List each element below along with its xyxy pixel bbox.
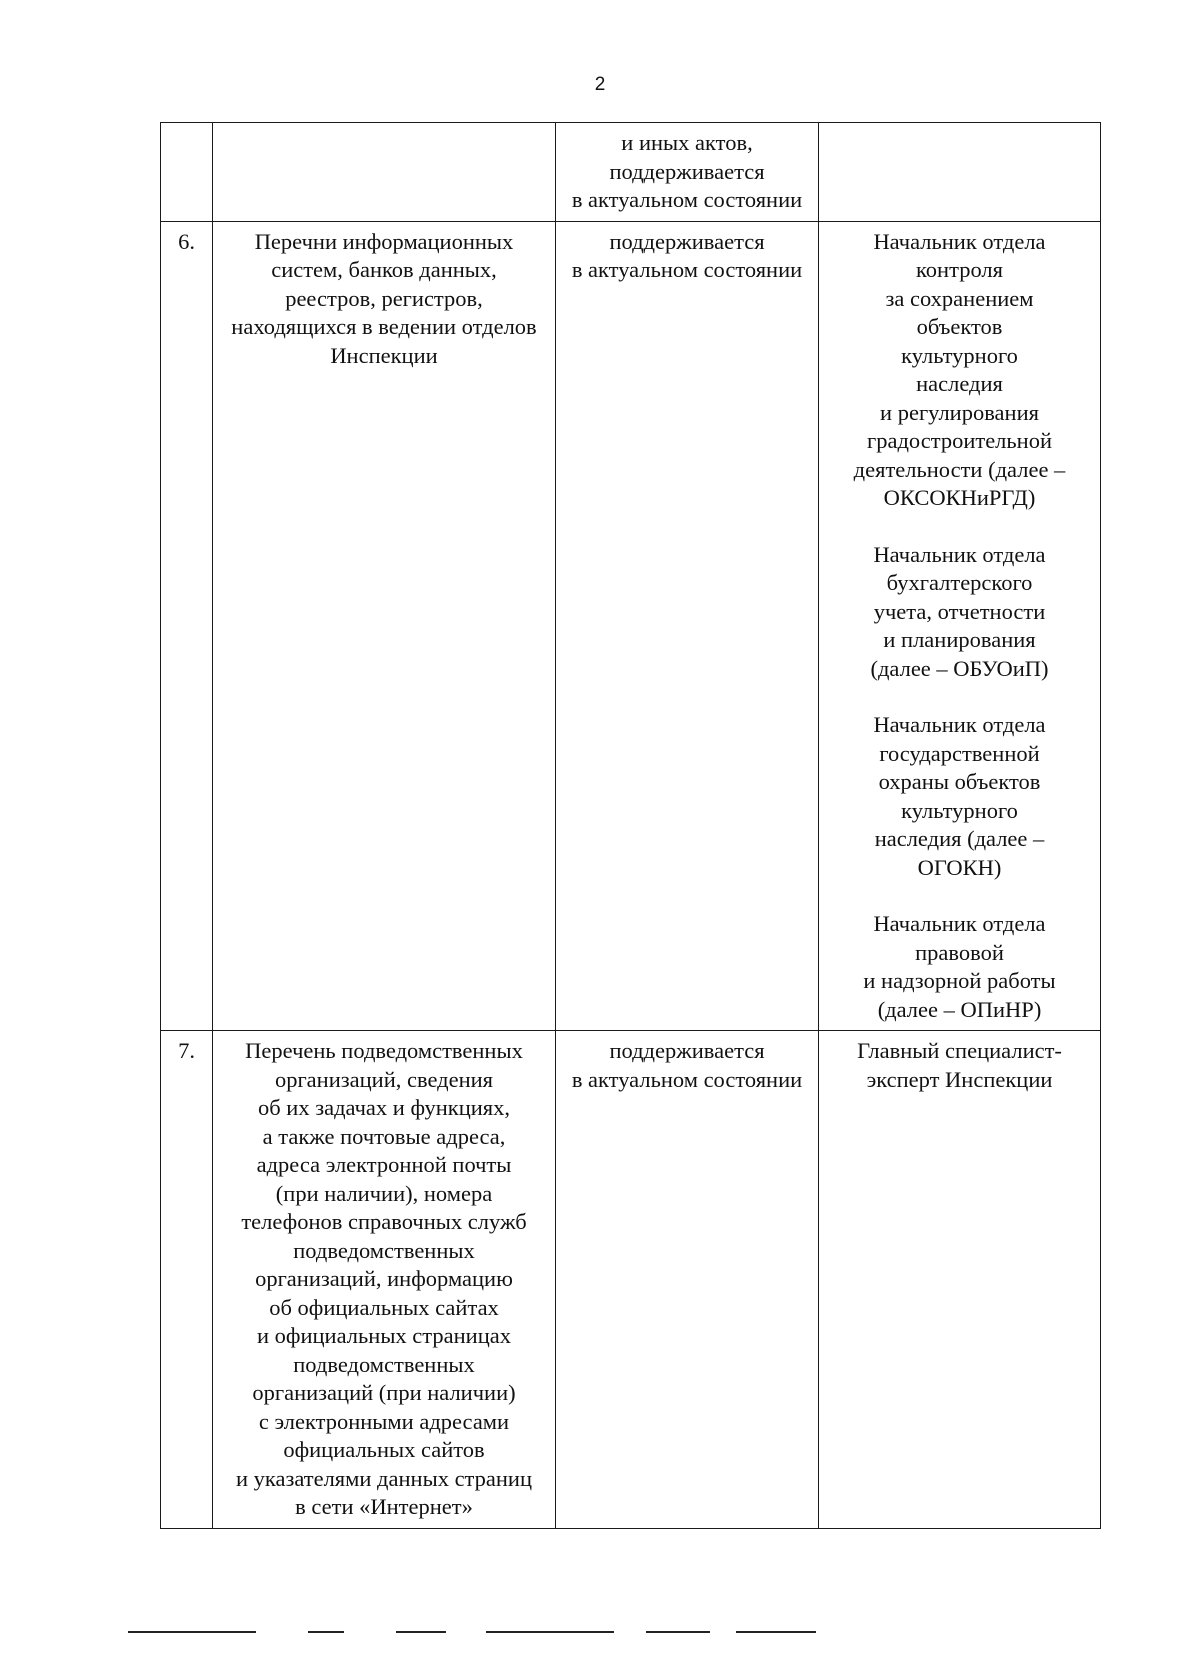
item-name-cell-line: Инспекции [330, 342, 438, 368]
item-name-cell-line: организаций, сведения [274, 1066, 494, 1092]
item-name-cell-line: Перечни информационных [254, 228, 514, 254]
status-cell-line: и иных актов, [621, 130, 753, 155]
table-row [161, 1031, 1101, 1529]
item-name-cell [213, 1031, 556, 1529]
responsible-line: и надзорной работы [863, 968, 1056, 993]
responsible-line: контроля [916, 257, 1003, 282]
table-row [161, 123, 1101, 222]
table-row [161, 221, 1101, 1031]
item-name-cell-line: реестров, регистров, [285, 285, 483, 311]
responsible-line: Начальник отдела [873, 911, 1046, 936]
item-name-cell-line: телефонов справочных служб [241, 1209, 527, 1234]
status-cell [556, 221, 819, 1031]
responsible-line: градостроительной [867, 428, 1052, 453]
item-name-cell-line: официальных сайтов [283, 1437, 485, 1462]
responsible-line: за сохранением [885, 285, 1034, 311]
item-name-cell-line: Перечень подведомственных [245, 1038, 523, 1063]
responsible-line: Начальник отдела [873, 228, 1046, 254]
row-number-cell: 7. [161, 1031, 213, 1529]
responsible-line: эксперт Инспекции [866, 1066, 1053, 1092]
responsible-line: объектов [916, 314, 1003, 339]
footer-rule-marks [128, 1631, 888, 1635]
responsible-person-block [821, 228, 1098, 513]
item-name-cell-line: организаций, информацию [255, 1266, 513, 1291]
responsible-line: Начальник отдела [873, 712, 1046, 737]
status-cell-line: в актуальном состоянии [571, 187, 803, 212]
responsible-line: ОКСОКНиРГД) [883, 485, 1036, 510]
responsible-line: культурного [901, 797, 1018, 823]
responsible-line: и регулирования [880, 399, 1039, 425]
status-cell-line: в актуальном состоянии [571, 257, 803, 282]
status-cell-line: поддерживается [609, 1038, 765, 1063]
item-name-cell-line: подведомственных [293, 1237, 475, 1263]
item-name-cell-line: находящихся в ведении отделов [231, 314, 537, 339]
responsible-person-block [821, 541, 1098, 684]
responsible-line: охраны объектов [878, 769, 1041, 794]
item-name-cell-line: и указателями данных страниц [235, 1465, 533, 1491]
responsible-cell [819, 123, 1101, 222]
row-number-cell: 6. [161, 221, 213, 1031]
item-name-cell-line: в сети «Интернет» [295, 1494, 473, 1519]
responsible-line: правовой [915, 939, 1004, 965]
responsible-line: учета, отчетности [873, 598, 1046, 624]
item-name-cell-line: об их задачах и функциях, [257, 1095, 511, 1120]
row-number-cell [161, 123, 213, 222]
responsible-line: и планирования [883, 627, 1036, 652]
responsible-line: деятельности (далее – [853, 456, 1066, 482]
status-cell-line: поддерживается [609, 228, 765, 254]
responsible-line: Главный специалист- [857, 1038, 1062, 1063]
responsible-person-block [821, 1037, 1098, 1094]
responsible-cell [819, 1031, 1101, 1529]
status-cell [556, 123, 819, 222]
responsible-line: Начальник отдела [873, 541, 1046, 567]
document-table [160, 122, 1101, 1529]
responsible-line: культурного [901, 342, 1018, 368]
item-name-cell-line: (при наличии), номера [275, 1180, 493, 1206]
item-name-cell-line: адреса электронной почты [256, 1152, 512, 1177]
item-name-cell-line: организаций (при наличии) [252, 1380, 516, 1405]
responsible-person-block [821, 711, 1098, 882]
item-name-cell-line: подведомственных [293, 1351, 475, 1377]
responsible-line: наследия (далее – [874, 826, 1045, 851]
responsible-person-block [821, 910, 1098, 1024]
page-number: 2 [594, 74, 606, 95]
table-body [161, 123, 1101, 1529]
responsible-line: (далее – ОБУОиП) [870, 655, 1049, 681]
item-name-cell-line: а также почтовые адреса, [262, 1123, 506, 1149]
item-name-cell-line: и официальных страницах [256, 1323, 511, 1348]
responsible-cell [819, 221, 1101, 1031]
item-name-cell-line: об официальных сайтах [269, 1294, 499, 1320]
status-cell [556, 1031, 819, 1529]
responsible-line: бухгалтерского [886, 570, 1033, 595]
responsible-line: (далее – ОПиНР) [877, 996, 1042, 1022]
item-name-cell-line: систем, банков данных, [271, 257, 497, 282]
status-cell-line: в актуальном состоянии [571, 1066, 803, 1092]
item-name-cell [213, 123, 556, 222]
item-name-cell-line: с электронными адресами [258, 1408, 510, 1434]
status-cell-line: поддерживается [609, 158, 765, 184]
responsible-line: наследия [916, 371, 1003, 396]
responsible-line: ОГОКН) [917, 854, 1002, 880]
item-name-cell [213, 221, 556, 1031]
responsible-line: государственной [879, 740, 1040, 766]
